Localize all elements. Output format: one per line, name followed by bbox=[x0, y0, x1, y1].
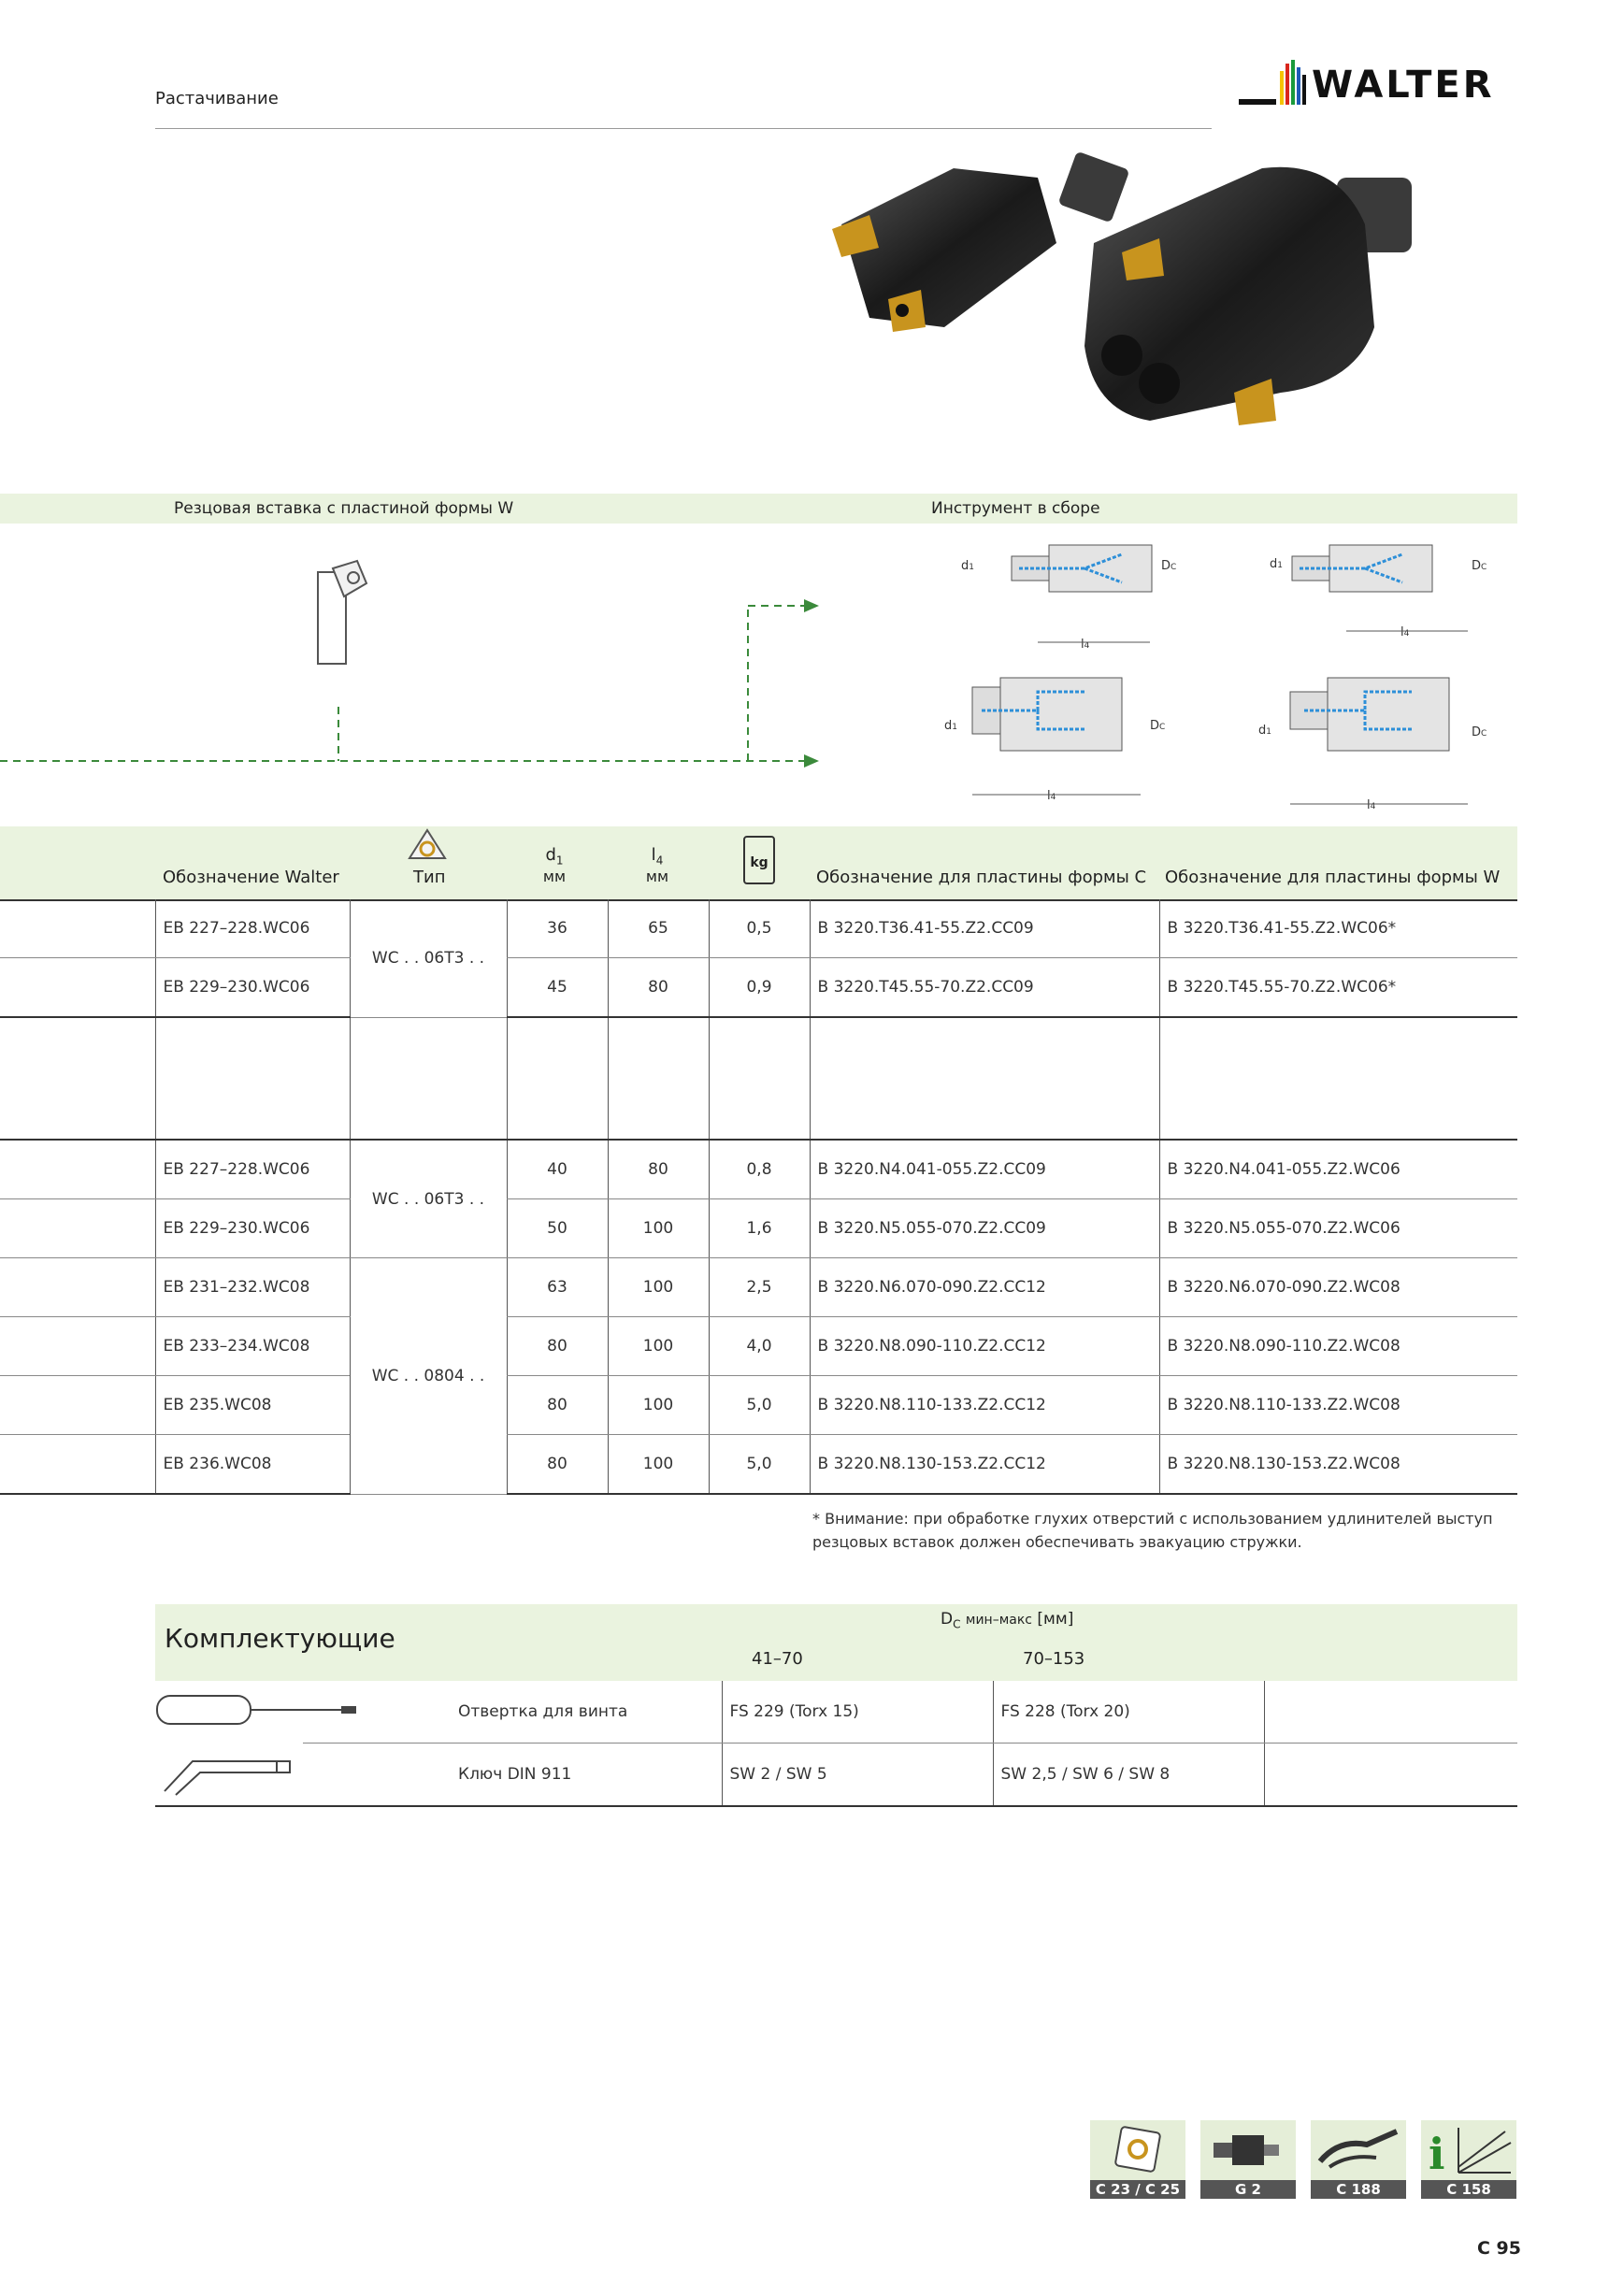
d1-value: 40 bbox=[507, 1140, 608, 1199]
w-form-code: B 3220.N8.130-153.Z2.WC08 bbox=[1159, 1435, 1517, 1495]
col-d1: $d_1$ bbox=[545, 845, 564, 868]
nav-label: C 158 bbox=[1421, 2180, 1516, 2199]
d1-value: 36 bbox=[507, 899, 608, 958]
svg-text:DC: DC bbox=[1472, 725, 1487, 739]
walter-code: EB 229–230.WC06 bbox=[155, 958, 350, 1018]
table-row bbox=[0, 899, 1517, 958]
accessory-value: FS 229 (Torx 15) bbox=[722, 1681, 993, 1744]
boring-tools-photo bbox=[813, 140, 1524, 458]
assembly-drawing-2 bbox=[1270, 545, 1487, 639]
table-header bbox=[0, 826, 1517, 901]
hex-key-icon bbox=[165, 1761, 290, 1795]
accessory-name: Ключ DIN 911 bbox=[451, 1744, 722, 1807]
svg-text:d1: d1 bbox=[944, 719, 957, 733]
tool-table bbox=[0, 899, 1517, 1495]
d1-value: 80 bbox=[507, 1376, 608, 1435]
weight-value: 5,0 bbox=[709, 1435, 810, 1495]
spacer-row bbox=[0, 1017, 1517, 1140]
weight-value: 2,5 bbox=[709, 1258, 810, 1317]
c-form-code: B 3220.N4.041-055.Z2.CC09 bbox=[810, 1140, 1159, 1199]
w-form-code: B 3220.N4.041-055.Z2.WC06 bbox=[1159, 1140, 1517, 1199]
insert-label: Резцовая вставка с пластиной формы W bbox=[174, 499, 514, 518]
col-w-form: Обозначение для пластины формы W bbox=[1165, 868, 1501, 887]
l4-value: 80 bbox=[608, 1140, 709, 1199]
col-walter: Обозначение Walter bbox=[163, 868, 339, 887]
walter-code: EB 227–228.WC06 bbox=[155, 1140, 350, 1199]
insert-type: WC . . 06T3 . . bbox=[350, 1140, 507, 1258]
insert-type: WC . . 0804 . . bbox=[350, 1258, 507, 1495]
w-form-code: B 3220.N8.110-133.Z2.WC08 bbox=[1159, 1376, 1517, 1435]
d1-value: 80 bbox=[507, 1435, 608, 1495]
weight-value: 1,6 bbox=[709, 1199, 810, 1258]
l4-value: 100 bbox=[608, 1376, 709, 1435]
assembly-label: Инструмент в сборе bbox=[931, 499, 1100, 518]
c-form-code: B 3220.T36.41-55.Z2.CC09 bbox=[810, 899, 1159, 958]
weight-value: 4,0 bbox=[709, 1317, 810, 1376]
table-row bbox=[0, 958, 1517, 1018]
svg-text:d1: d1 bbox=[1258, 724, 1271, 738]
col-d1-unit: мм bbox=[542, 868, 567, 885]
l4-value: 100 bbox=[608, 1317, 709, 1376]
nav-label: G 2 bbox=[1200, 2180, 1296, 2199]
insert-icon bbox=[1090, 2120, 1185, 2180]
c-form-code: B 3220.T45.55-70.Z2.CC09 bbox=[810, 958, 1159, 1018]
logo-bars-icon bbox=[1239, 58, 1314, 123]
d1-value: 80 bbox=[507, 1317, 608, 1376]
insert-type-icon bbox=[406, 826, 449, 864]
nav-badge-c23[interactable] bbox=[1090, 2120, 1185, 2201]
walter-logo bbox=[1239, 58, 1519, 123]
w-form-code: B 3220.T36.41-55.Z2.WC06* bbox=[1159, 899, 1517, 958]
range-41-70: 41–70 bbox=[752, 1649, 803, 1669]
adapter-icon bbox=[1200, 2120, 1296, 2180]
c-form-code: B 3220.N6.070-090.Z2.CC12 bbox=[810, 1258, 1159, 1317]
accessory-value: FS 228 (Torx 20) bbox=[993, 1681, 1264, 1744]
table-row bbox=[0, 1140, 1517, 1199]
weight-value: 0,8 bbox=[709, 1140, 810, 1199]
svg-text:i: i bbox=[1429, 2129, 1445, 2179]
l4-value: 65 bbox=[608, 899, 709, 958]
svg-text:l4: l4 bbox=[1047, 789, 1056, 803]
dc-heading: $D_C$ мин–макс [мм] bbox=[941, 1610, 1074, 1631]
assembly-drawings bbox=[944, 538, 1505, 818]
svg-text:l4: l4 bbox=[1367, 798, 1376, 812]
accessories-title: Комплектующие bbox=[165, 1623, 395, 1654]
nav-badge-c158[interactable] bbox=[1421, 2120, 1516, 2201]
table-row bbox=[0, 1258, 1517, 1317]
svg-text:DC: DC bbox=[1472, 559, 1487, 573]
accessory-value: SW 2 / SW 5 bbox=[722, 1744, 993, 1807]
c-form-code: B 3220.N8.130-153.Z2.CC12 bbox=[810, 1435, 1159, 1495]
svg-text:d1: d1 bbox=[1270, 557, 1283, 571]
screwdriver-icon bbox=[157, 1696, 355, 1724]
nav-label: C 23 / C 25 bbox=[1090, 2180, 1185, 2199]
nav-badge-c188[interactable] bbox=[1311, 2120, 1406, 2201]
table-row bbox=[0, 1376, 1517, 1435]
nav-label: C 188 bbox=[1311, 2180, 1406, 2199]
section-title: Растачивание bbox=[155, 89, 279, 108]
table-row bbox=[0, 1435, 1517, 1495]
svg-text:l4: l4 bbox=[1400, 625, 1410, 639]
col-l4-unit: мм bbox=[645, 868, 669, 885]
header-rule bbox=[155, 128, 1212, 129]
insert-cartridge-drawing bbox=[0, 524, 841, 776]
c-form-code: B 3220.N8.090-110.Z2.CC12 bbox=[810, 1317, 1159, 1376]
w-form-code: B 3220.T45.55-70.Z2.WC06* bbox=[1159, 958, 1517, 1018]
walter-code: EB 235.WC08 bbox=[155, 1376, 350, 1435]
walter-code: EB 236.WC08 bbox=[155, 1435, 350, 1495]
d1-value: 45 bbox=[507, 958, 608, 1018]
w-form-code: B 3220.N5.055-070.Z2.WC06 bbox=[1159, 1199, 1517, 1258]
c-form-code: B 3220.N5.055-070.Z2.CC09 bbox=[810, 1199, 1159, 1258]
tools-illustration bbox=[155, 1688, 361, 1801]
col-c-form: Обозначение для пластины формы C bbox=[816, 868, 1147, 887]
large-tool-photo bbox=[1084, 167, 1412, 425]
accessory-name: Отвертка для винта bbox=[451, 1681, 722, 1744]
assembly-drawing-1 bbox=[961, 545, 1176, 652]
w-form-code: B 3220.N6.070-090.Z2.WC08 bbox=[1159, 1258, 1517, 1317]
c-form-code: B 3220.N8.110-133.Z2.CC12 bbox=[810, 1376, 1159, 1435]
nav-badge-g2[interactable] bbox=[1200, 2120, 1296, 2201]
info-chart-icon bbox=[1421, 2120, 1516, 2180]
arrow-icon bbox=[804, 754, 819, 768]
footnote: * Внимание: при обработке глухих отверстий с использованием удлинителей выступ резцовых вставок должен обеспечивать эвакуацию стружки. bbox=[812, 1510, 1493, 1551]
page-number: C 95 bbox=[1477, 2238, 1521, 2259]
w-form-code: B 3220.N8.090-110.Z2.WC08 bbox=[1159, 1317, 1517, 1376]
svg-text:DC: DC bbox=[1161, 559, 1177, 573]
d1-value: 63 bbox=[507, 1258, 608, 1317]
walter-code: EB 231–232.WC08 bbox=[155, 1258, 350, 1317]
accessory-value: SW 2,5 / SW 6 / SW 8 bbox=[993, 1744, 1264, 1807]
diagram-band bbox=[0, 494, 1517, 524]
weight-value: 0,9 bbox=[709, 958, 810, 1018]
walter-code: EB 233–234.WC08 bbox=[155, 1317, 350, 1376]
table-row bbox=[0, 1317, 1517, 1376]
l4-value: 100 bbox=[608, 1258, 709, 1317]
wrench-hand-icon bbox=[1311, 2120, 1406, 2180]
col-type: Тип bbox=[413, 868, 446, 887]
weight-value: 5,0 bbox=[709, 1376, 810, 1435]
assembly-drawing-3 bbox=[944, 678, 1165, 803]
accessories-header bbox=[155, 1604, 1517, 1681]
walter-code: EB 229–230.WC06 bbox=[155, 1199, 350, 1258]
svg-text:l4: l4 bbox=[1081, 638, 1090, 652]
svg-text:d1: d1 bbox=[961, 559, 974, 573]
range-70-153: 70–153 bbox=[1023, 1649, 1085, 1669]
l4-value: 100 bbox=[608, 1435, 709, 1495]
logo-text: WALTER bbox=[1312, 64, 1495, 107]
weight-icon: kg bbox=[743, 836, 775, 884]
d1-value: 50 bbox=[507, 1199, 608, 1258]
l4-value: 80 bbox=[608, 958, 709, 1018]
table-row bbox=[0, 1199, 1517, 1258]
assembly-drawing-4 bbox=[1258, 678, 1487, 812]
l4-value: 100 bbox=[608, 1199, 709, 1258]
insert-type: WC . . 06T3 . . bbox=[350, 899, 507, 1017]
svg-text:DC: DC bbox=[1150, 719, 1166, 733]
small-tool-photo bbox=[832, 151, 1129, 332]
col-l4: $l_4$ bbox=[651, 845, 664, 868]
arrow-icon bbox=[804, 599, 819, 612]
walter-code: EB 227–228.WC06 bbox=[155, 899, 350, 958]
weight-value: 0,5 bbox=[709, 899, 810, 958]
